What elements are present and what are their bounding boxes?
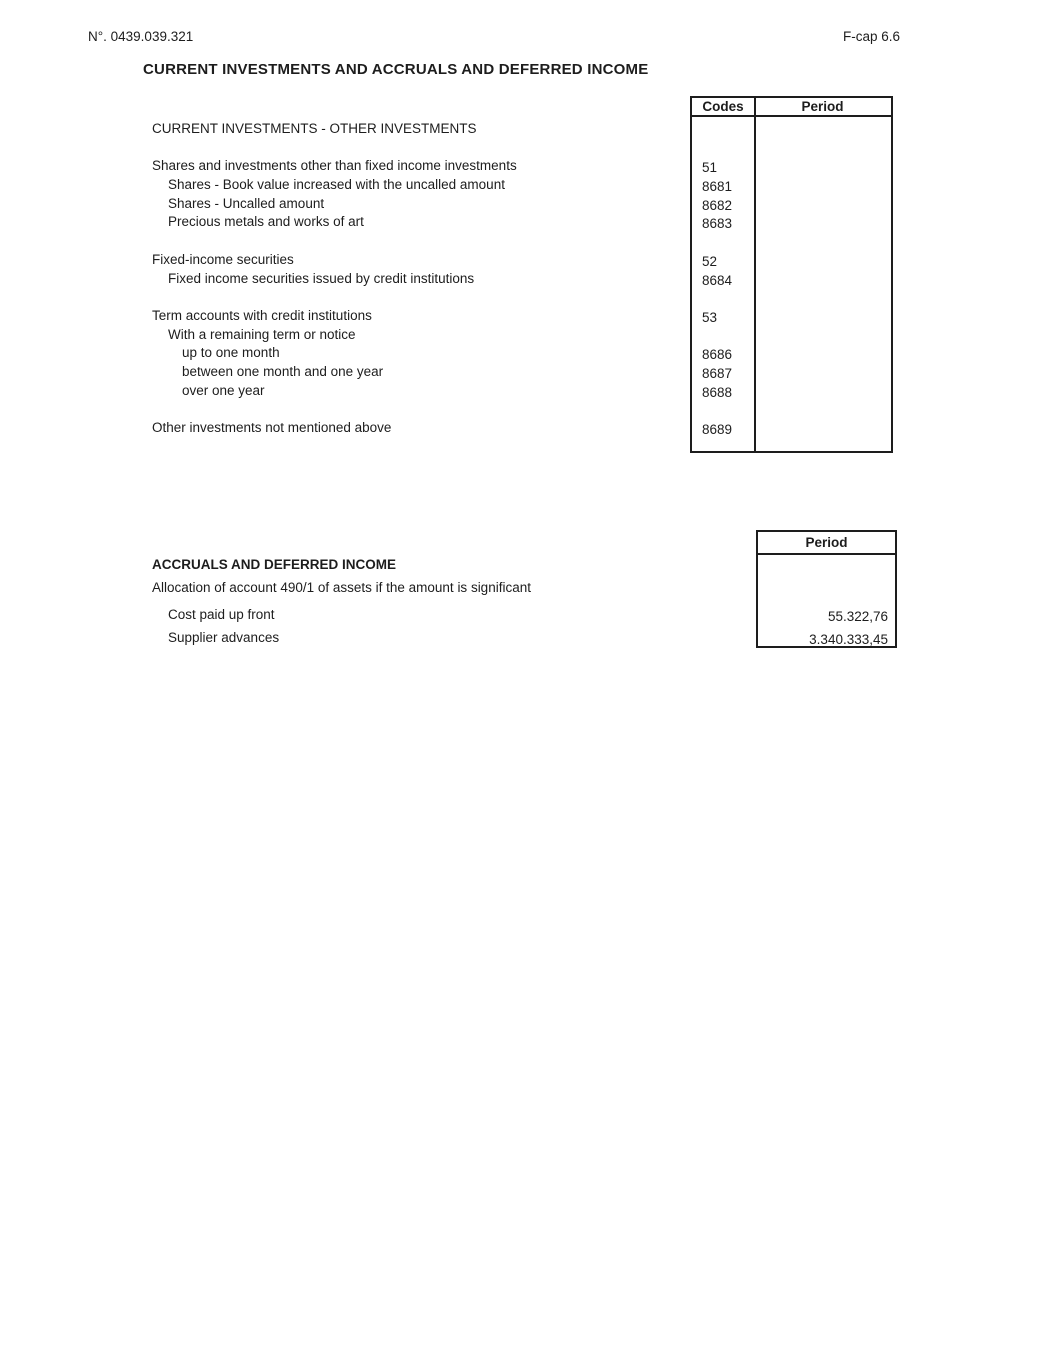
period-column-header: Period [801,99,844,114]
accrual-row-value: 3.340.333,45 [809,632,888,648]
s1-label-rows [152,139,687,438]
row-code: 8688 [702,384,733,400]
company-number: N°. 0439.039.321 [88,29,194,44]
row-label: Shares and investments other than fixed income investments [152,158,517,174]
row-label: Fixed-income securities [152,251,294,267]
row-label: up to one month [182,345,280,361]
section-heading-accruals: ACCRUALS AND DEFERRED INCOME [152,557,397,572]
page-title: CURRENT INVESTMENTS AND ACCRUALS AND DEFERRED INCOME [143,61,649,78]
section-heading-current-investments: CURRENT INVESTMENTS - OTHER INVESTMENTS [152,121,477,136]
codes-period-table [690,96,893,453]
row-label: Shares - Uncalled amount [168,195,325,211]
accruals-period-table [756,530,897,648]
row-code: 53 [702,309,718,325]
row-code: 8687 [702,365,733,381]
row-code: 52 [702,253,718,269]
column-separator [754,98,756,451]
form-code: F-cap 6.6 [843,29,901,44]
row-code: 8686 [702,347,733,363]
period-header: Period [758,532,895,555]
row-label: Precious metals and works of art [168,214,364,230]
s1-code-rows [702,141,752,440]
row-label: between one month and one year [182,363,384,379]
row-label: Term accounts with credit institutions [152,307,372,323]
row-code: 8682 [702,197,733,213]
codes-column-header: Codes [702,99,744,114]
row-label: Other investments not mentioned above [152,420,392,435]
row-label: Shares - Book value increased with the uncalled amount [168,177,505,193]
accrual-row-label: Supplier advances [168,630,280,646]
row-code: 8681 [702,179,733,195]
row-code: 8683 [702,216,733,232]
current-investments-labels [152,120,687,438]
row-code: 8684 [702,272,733,288]
accrual-row-label: Cost paid up front [168,607,275,622]
row-code: 51 [702,160,718,176]
table1-header-row [692,98,891,117]
row-code: 8689 [702,422,733,437]
row-label: With a remaining term or notice [168,326,356,342]
s2-label-rows [168,603,279,650]
row-label: over one year [182,382,265,398]
accrual-row-value: 55.322,76 [827,609,888,624]
accruals-description: Allocation of account 490/1 of assets if the amount is significant [152,580,531,595]
row-label: Fixed income securities issued by credit institutions [168,270,475,286]
s2-value-rows [758,605,895,652]
